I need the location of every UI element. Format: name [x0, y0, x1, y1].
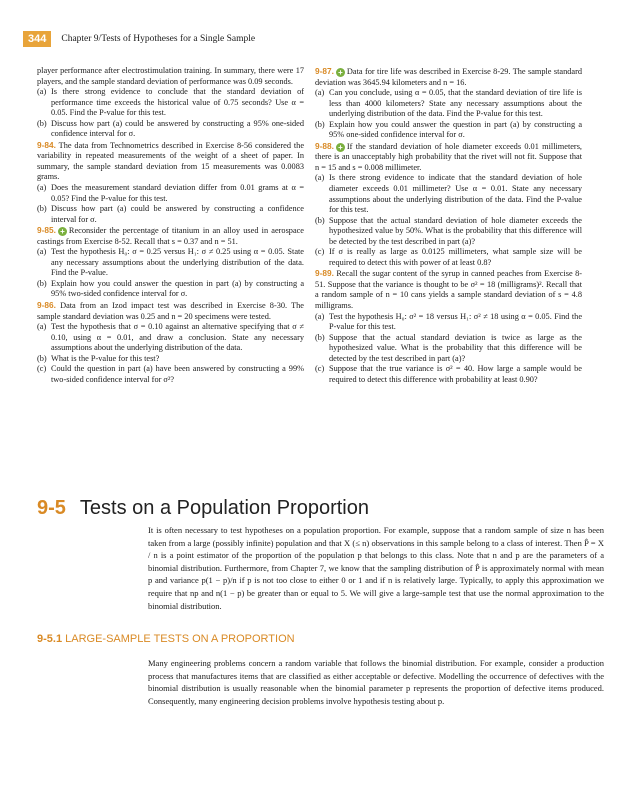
exercise-9-85: 9-85. + Reconsider the percentage of titanium in an alloy used in aerospace castings from Exercise 8-52. Recall that s = 0.37 and n = 51. (a) Test the hypothesis H₀: σ = 0.25 versus H₁: σ ≠ 0.25 using α = 0.05. State any necessary assumptions about the underlying distribution of the data. Find the P-value. (b) Explain how you could answer the question in part (a) by constructing a 95% two-sided confidence interval for σ.	[37, 225, 304, 299]
list-item: (a) Is there strong evidence to conclude that the standard deviation of performance time exceeds the historical value of 0.75 seconds? Use α = 0.05. Find the P-value for this test.	[37, 87, 304, 118]
list-item: (c) Suppose that the true variance is σ² = 40. How large a sample would be required to detect this difference with probability at least 0.90?	[315, 364, 582, 384]
exercise-number: 9-87.	[315, 66, 334, 76]
section-number: 9-5	[37, 497, 66, 519]
exercise-9-88: 9-88. + If the standard deviation of hole diameter exceeds 0.01 millimeters, there is an unacceptably high probability that the rivet will not fit. Suppose that n = 15 and s = 0.008 millimeter. (a) Is there strong evidence to indicate that the standard deviation of hole diameter exceeds 0.01 millimeter? Use α = 0.01. State any necessary assumptions about the underlying distribution of the data. Find the P-value for this test. (b) Suppose that the actual standard deviation of hole diameter exceeds the hypothesized value by 50%. What is the probability that this difference will be detected by the test described in part (a)? (c) If σ is really as large as 0.0125 millimeters, what sample size will be required to detect this with power of at least 0.8?	[315, 140, 582, 267]
section-paragraph: It is often necessary to test hypotheses on a population proportion. For example, suppose that a random sample of size n has been taken from a large (possibly infinite) population and that X (≤ n) observations in this sample belong to a class of interest. Then P̂ = X / n is a point estimator of the proportion of the population p that belongs to this class. Note that n and p are the parameters of a binomial distribution. Furthermore, from Chapter 7, we know that the sampling distribution of P̂ is approximately normal with mean p and variance p(1 − p)/n if p is not too close to either 0 or 1 and if n is relatively large. Typically, to apply this approximation we require that np and n(1 − p) be greater than or equal to 5. We will give a large-sample test that use the normal approximation to the binomial distribution.	[148, 525, 604, 611]
list-item: (b) Discuss how part (a) could be answered by constructing a confidence interval for σ.	[37, 204, 304, 224]
exercise-9-89: 9-89. Recall the sugar content of the syrup in canned peaches from Exercise 8-51. Suppose that the variance is thought to be σ² = 18 (milligrams)². Recall that a random sample of n = 10 cans yields a sample standard deviation of s = 4.8 milligrams. (a) Test the hypothesis H₀: σ² = 18 versus H₁: σ² ≠ 18 using α = 0.05. Find the P-value for this test. (b) Suppose that the actual standard deviation is twice as large as the hypothesized value. What is the probability that this difference will be detected by the test described in part (a)? (c) Suppose that the true variance is σ² = 40. How large a sample would be required to detect this difference with probability at least 0.90?	[315, 268, 582, 384]
exercise-9-87: 9-87. + Data for tire life was described in Exercise 8-29. The sample standard deviation was 3645.94 kilometers and n = 16. (a) Can you conclude, using α = 0.05, that the standard deviation of tire life is less than 4000 kilometers? State any necessary assumptions about the underlying distribution of the data. Find the P-value for this test. (b) Explain how you could answer the question in part (a) by constructing a 95% one-sided confidence interval for σ.	[315, 66, 582, 140]
plus-icon: +	[336, 68, 345, 77]
list-item: (a) Test the hypothesis H₀: σ² = 18 versus H₁: σ² ≠ 18 using α = 0.05. Find the P-value for this test.	[315, 311, 582, 332]
list-item: (b) What is the P-value for this test?	[37, 353, 160, 363]
list-item: (c) If σ is really as large as 0.0125 millimeters, what sample size will be required to detect this with power of at least 0.8?	[315, 247, 582, 267]
list-item: (b) Explain how you could answer the question in part (a) by constructing a 95% one-sided confidence interval for σ.	[315, 119, 582, 140]
page-number: 344	[23, 31, 51, 47]
running-header	[23, 31, 255, 47]
subsection-heading	[37, 633, 295, 645]
list-item: (a) Does the measurement standard deviation differ from 0.01 grams at α = 0.05? Find the P-value for this test.	[37, 183, 304, 203]
list-item: (a) Test the hypothesis that σ = 0.10 against an alternative specifying that σ ≠ 0.10, using α = 0.01, and draw a conclusion. State any necessary assumptions about the underlying distribution of the data.	[37, 322, 304, 353]
exercise-9-86: 9-86. Data from an Izod impact test was described in Exercise 8-30. The sample standard deviation was 0.25 and n = 20 specimens were tested. (a) Test the hypothesis that σ = 0.10 against an alternative specifying that σ ≠ 0.10, using α = 0.01, and draw a conclusion. State any necessary assumptions about the underlying distribution of the data. (b) What is the P-value for this test? (c) Could the question in part (a) have been answered by constructing a 99% two-sided confidence interval for σ²?	[37, 300, 304, 384]
list-item: (a) Test the hypothesis H₀: σ = 0.25 versus H₁: σ ≠ 0.25 using α = 0.05. State any necessary assumptions about the underlying distribution of the data. Find the P-value.	[37, 247, 304, 278]
running-title: Chapter 9/Tests of Hypotheses for a Single Sample	[61, 34, 256, 44]
left-column	[37, 66, 304, 385]
list-item: (a) Can you conclude, using α = 0.05, that the standard deviation of tire life is less than 4000 kilometers? State any necessary assumptions about the underlying distribution of the data. Find the P-value for this test.	[315, 88, 582, 119]
list-item: (b) Suppose that the actual standard deviation is twice as large as the hypothesized value. What is the probability that this difference will be detected by the test described in part (a)?	[315, 332, 582, 363]
list-item: (b) Discuss how part (a) could be answered by constructing a 95% one-sided confidence interval for σ.	[37, 118, 304, 139]
plus-icon: +	[58, 227, 67, 236]
exercise-number: 9-89.	[315, 268, 334, 279]
exercise-9-84: 9-84. The data from Technometrics described in Exercise 8-56 considered the variability in repeated measurements of the weight of a sheet of paper. In summary, the sample standard deviation from 15 measurements was 0.0083 grams. (a) Does the measurement standard deviation differ from 0.01 grams at α = 0.05? Find the P-value for this test. (b) Discuss how part (a) could be answered by constructing a confidence interval for σ.	[37, 139, 304, 224]
subsection-title: LARGE-SAMPLE TESTS ON A PROPORTION	[65, 633, 295, 645]
exercise-number: 9-85.	[37, 225, 56, 236]
subsection-paragraph: Many engineering problems concern a random variable that follows the binomial distribution. For example, consider a production process that manufactures items that are classified as either acceptable or defective. Modelling the occurrence of defectives with the binomial distribution is usually reasonable when the binomial parameter p represents the proportion of defective items produced. Consequently, many engineering decision problems involve hypothesis testing about p.	[148, 658, 604, 706]
right-column	[315, 66, 582, 385]
list-item: (a) Is there strong evidence to indicate that the standard deviation of hole diameter exceeds 0.01 millimeter? Use α = 0.01. State any necessary assumptions about the underlying distribution of the data. Find the P-value for this test.	[315, 173, 582, 215]
section-title: Tests on a Population Proportion	[79, 497, 369, 519]
list-item: (b) Explain how you could answer the question in part (a) by constructing a 95% two-sided confidence interval for σ.	[37, 278, 304, 299]
section-heading	[37, 497, 369, 520]
exercise-number: 9-88.	[315, 140, 334, 151]
list-item: (c) Could the question in part (a) have been answered by constructing a 99% two-sided confidence interval for σ²?	[37, 364, 304, 384]
plus-icon: +	[336, 143, 345, 152]
list-item: (b) Suppose that the actual standard deviation of hole diameter exceeds the hypothesized value by 50%. What is the probability that this difference will be detected by the test described in part (a)?	[315, 215, 582, 246]
subsection-number: 9-5.1	[37, 633, 63, 645]
exercise-number: 9-86.	[37, 300, 56, 311]
intro-text: player performance after electrostimulation training. In summary, there were 17 players, and the sample standard deviation of performance was 0.09 seconds.	[37, 66, 304, 86]
exercise-number: 9-84.	[37, 139, 56, 150]
